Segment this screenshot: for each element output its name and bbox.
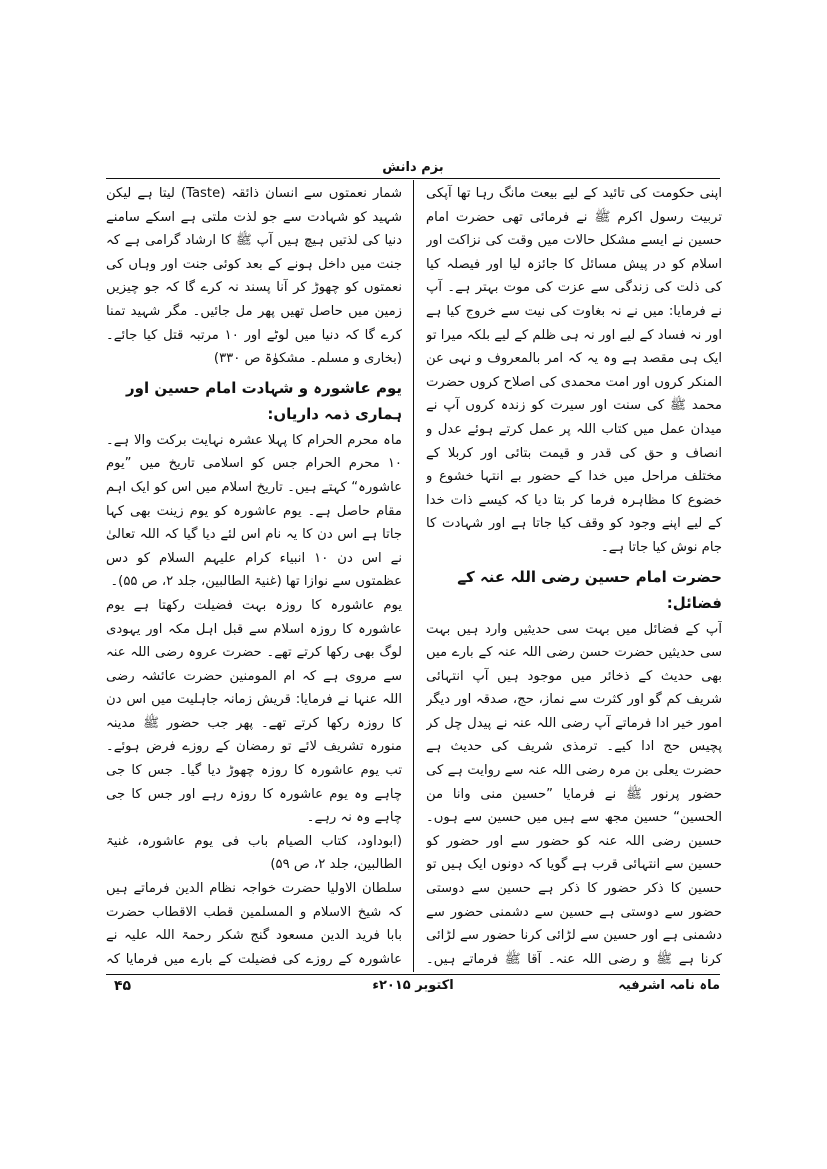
publication-name: ماہ نامہ اشرفیہ (618, 978, 720, 993)
citation: (ابوداود، کتاب الصیام باب فی یوم عاشورہ، غنیۃ الطالبین، جلد ۲، ص ۵۹) (106, 833, 402, 873)
column-divider (413, 180, 414, 972)
paragraph: اپنی حکومت کی تائید کے لیے بیعت مانگ رہا تھا آپکی تربیت رسول اکرم ﷺ نے فرمائی تھی حضرت امام حسین نے ایسے مشکل حالات میں وقت کی نزاکت اور اسلام کو در پیش مسائل کا جائزہ لیا اور فیصلہ کیا کی ذلت کی زندگی سے عزت کی موت بہتر ہے۔ آپ نے فرمایا: میں نے نہ بغاوت کی نیت سے خروج کیا ہے اور نہ فساد کے لیے اور نہ ہی ظلم کے لیے بلکہ میرا تو ایک ہی مقصد ہے وہ یہ کہ امر بالمعروف و نہی عن المنکر کروں اور امت محمدی کی اصلاح کروں حضرت محمد ﷺ کی سنت اور سیرت کو زندہ کروں آپ نے میدان عمل میں کتاب اللہ پر عمل کرتے ہوئے عدل و انصاف و حق کی قدر و قیمت بتائی اور کربلا کے مختلف مراحل میں خدا کے حضور بے انتہا خشوع و خضوع کا مظاہرہ فرما کر بتا دیا کہ کیسے ذات خدا کے لیے اپنے وجود کو وقف کیا جاتا ہے اور شہادت کا جام نوش کیا جاتا ہے۔ (426, 186, 722, 555)
header-rule (106, 178, 720, 179)
paragraph: ماہ محرم الحرام کا پہلا عشرہ نہایت برکت والا ہے۔ ۱۰ محرم الحرام جس کو اسلامی تاریخ میں ”یوم عاشورہ“ کہتے ہیں۔ تاریخ اسلام میں اس کو ایک اہم مقام حاصل ہے۔ یوم عاشورہ کو یوم زینت بھی کہا جاتا ہے اس دن کا یہ نام اس لئے دیا گیا کہ اللہ تعالیٰ نے اس دن ۱۰ انبیاء کرام علیہم السلام کو دس عظمتوں سے نوازا تھا (غنیۃ الطالبین، جلد ۲، ص ۵۵)۔ (106, 432, 402, 590)
paragraph: یوم عاشورہ کا روزہ بہت فضیلت رکھتا ہے یوم عاشورہ کا روزہ اسلام سے قبل اہل مکہ اور یہودی لوگ بھی رکھا کرتے تھے۔ حضرت عروہ رضی اللہ عنہ سے مروی ہے کہ ام المومنین حضرت عائشہ رضی اللہ عنہا نے فرمایا: قریش زمانہ جاہلیت میں اس دن کا روزہ رکھا کرتے تھے۔ پھر جب حضور ﷺ مدینہ منورہ تشریف لائے تو رمضان کے روزے فرض ہوئے۔ تب یوم عاشورہ کا روزہ چھوڑ دیا گیا۔ جس کا جی چاہے وہ یوم عاشورہ کا روزہ رہے اور جس کا جی چاہے وہ نہ رہے۔ (106, 597, 402, 826)
paragraph: آپ کے فضائل میں بہت سی حدیثیں وارد ہیں بہت سی حدیثیں حضرت حسن رضی اللہ عنہ کے بارے میں بھی حدیث کے ذخائر میں موجود ہیں آپ انتہائی شریف کم گو اور کثرت سے نماز، حج، صدقہ اور دیگر امور خیر ادا فرماتے آپ رضی اللہ عنہ نے پیدل چل کر پچیس حج ادا کیے۔ ترمذی شریف کی حدیث ہے حضرت یعلی بن مرہ رضی اللہ عنہ سے روایت ہے کی حضور پرنور ﷺ نے فرمایا ”حسین منی وانا من الحسین“ حسین مجھ سے ہیں میں حسین سے ہوں۔ حسین رضی اللہ عنہ کو حضور سے اور حضور کو حسین سے انتہائی قرب ہے گویا کہ دونوں ایک ہیں تو حسین کا ذکر حضور کا ذکر ہے حسین سے دوستی حضور سے دوستی ہے حسین سے دشمنی حضور سے دشمنی ہے اور حسین سے لڑائی کرنا حضور سے لڑائی کرنا ہے ﷺ و رضی اللہ عنہ۔ آقا ﷺ فرماتے ہیں۔ (426, 621, 722, 967)
issue-date: اکتوبر ۲۰۱۵ء (372, 978, 454, 993)
left-column (106, 182, 402, 970)
section-title: بزم دانش (382, 160, 444, 175)
section-heading: حضرت امام حسین رضی اللہ عنہ کے فضائل: (457, 567, 722, 612)
footer-rule (106, 974, 720, 975)
page-number: ۴۵ (114, 978, 132, 994)
right-column (426, 182, 722, 970)
page-footer (106, 978, 720, 1002)
paragraph: سلطان الاولیا حضرت خواجہ نظام الدین فرماتے ہیں کہ شیخ الاسلام و المسلمین قطب الاقطاب حضرت بابا فرید الدین مسعود گنج شکر رحمۃ اللہ علیہ نے عاشورہ کے روزے کی فضیلت کے بارے میں فرمایا کہ (106, 881, 402, 967)
paragraph: شمار نعمتوں سے انسان ذائقہ (Taste) لیتا ہے لیکن شہید کو شہادت سے جو لذت ملتی ہے اسکے سامنے دنیا کی لذتیں ہیچ ہیں آپ ﷺ کا ارشاد گرامی ہے کہ جنت میں داخل ہونے کے بعد کوئی جنت اور وہاں کی نعمتوں کو چھوڑ کر آنا پسند نہ کرے گا کہ جو چیزیں زمین میں حاصل تھیں پھر مل جائیں۔ مگر شہید تمنا کرے گا کہ دنیا میں لوٹے اور ۱۰ مرتبہ قتل کیا جائے۔ (بخاری و مسلم۔ مشکوٰۃ ص ۳۳۰) (106, 186, 402, 367)
section-heading: یوم عاشورہ و شہادت امام حسین اور ہماری ذمہ داریاں: (126, 378, 402, 423)
